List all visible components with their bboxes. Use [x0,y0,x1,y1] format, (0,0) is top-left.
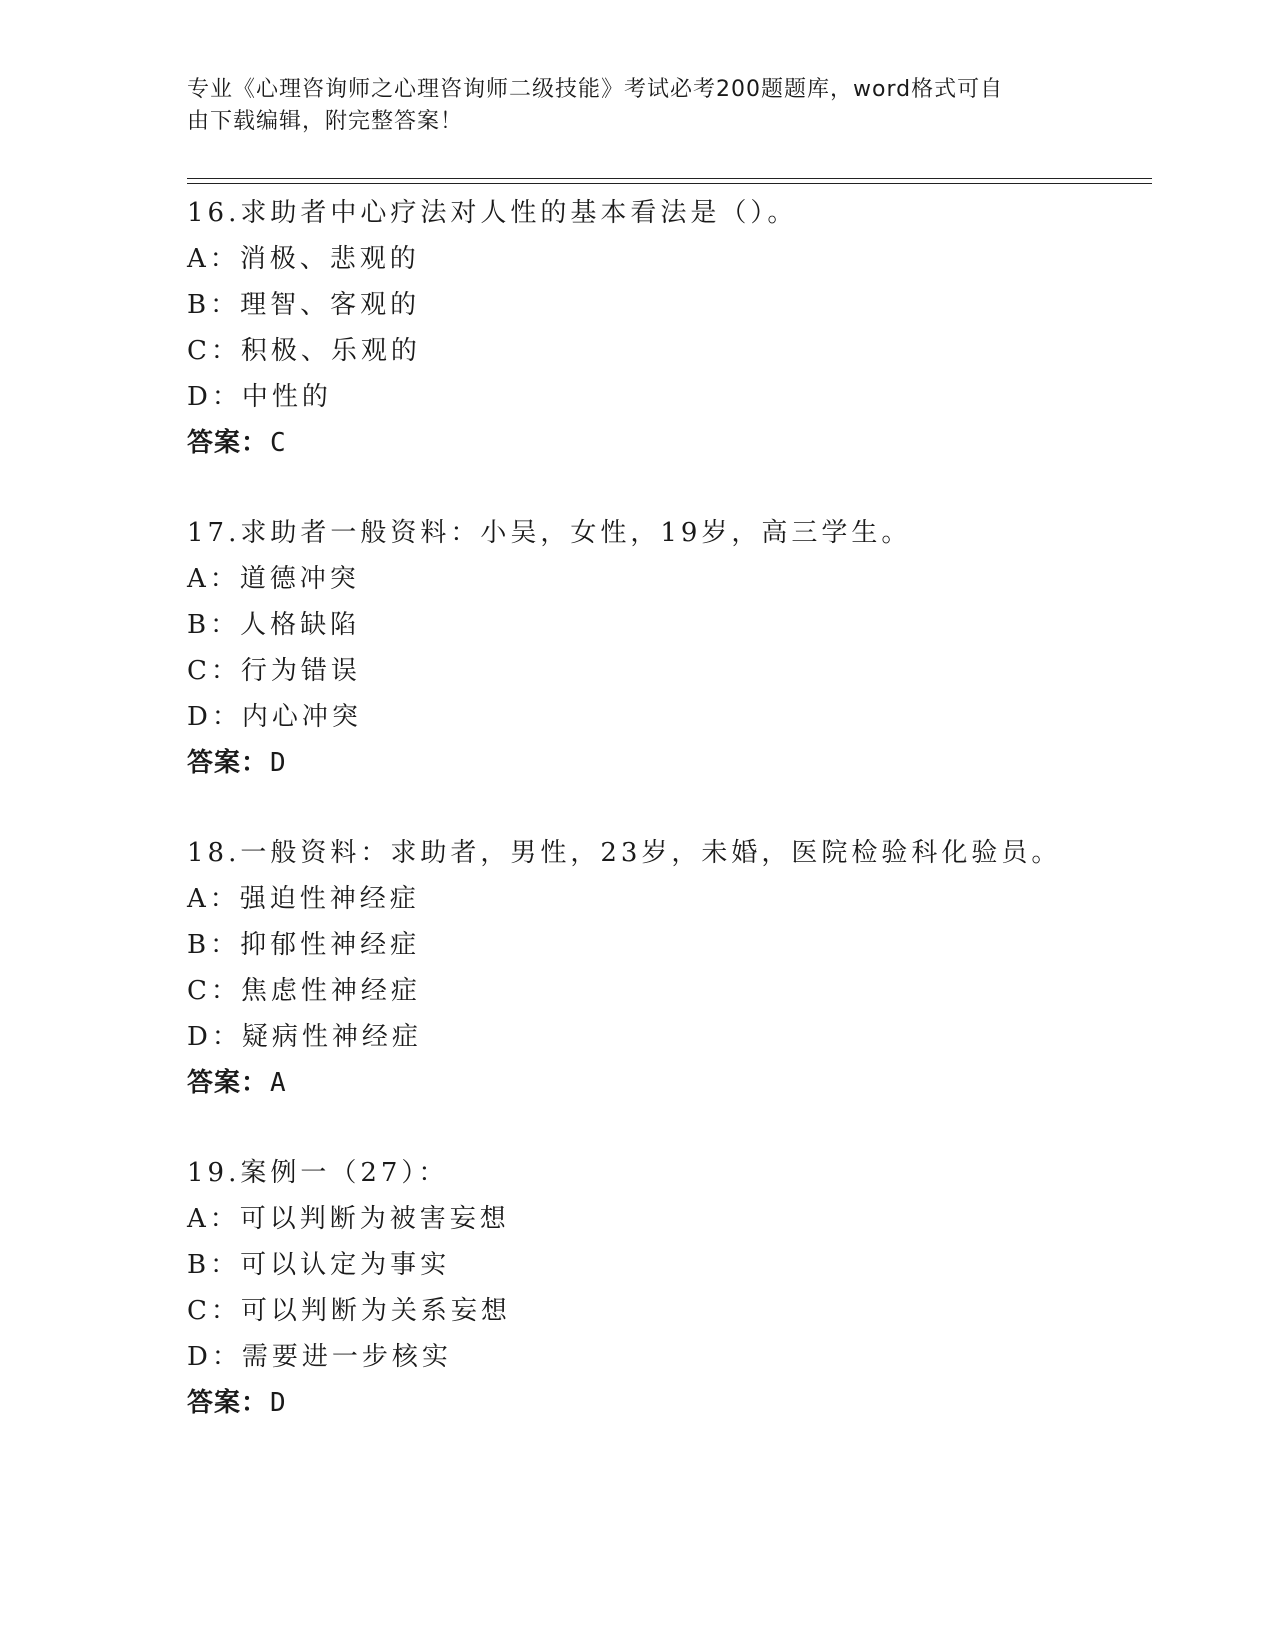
option-b: B：理智、客观的 [187,290,421,320]
option-c: C：积极、乐观的 [187,336,421,366]
answer-line [187,1380,1087,1426]
question-19 [187,1150,1087,1426]
answer-value: D [270,748,287,778]
header-line-2: 由下载编辑，附完整答案！ [187,109,464,134]
header-divider-bottom [187,183,1152,184]
option-d: D：需要进一步核实 [187,1342,452,1372]
option-b: B：人格缺陷 [187,610,361,640]
answer-label: 答案： [187,428,269,458]
question-stem: 17.求助者一般资料：小吴，女性，19岁，高三学生。 [187,518,912,548]
option-d: D：疑病性神经症 [187,1022,422,1052]
answer-line [187,420,1087,466]
answer-value: C [270,428,287,458]
option-a: A：可以判断为被害妄想 [187,1204,510,1234]
question-stem: 19.案例一（27）： [187,1158,449,1188]
option-a: A：道德冲突 [187,564,360,594]
option-c: C：行为错误 [187,656,361,686]
question-16 [187,190,1087,466]
question-stem: 16.求助者中心疗法对人性的基本看法是（）。 [187,198,798,228]
header-line-1: 专业《心理咨询师之心理咨询师二级技能》考试必考200题题库，word格式可自 [187,77,1004,102]
question-18 [187,830,1087,1106]
option-d: D：内心冲突 [187,702,362,732]
answer-line [187,740,1087,786]
answer-line [187,1060,1087,1106]
question-17 [187,510,1087,786]
option-b: B：可以认定为事实 [187,1250,451,1280]
answer-label: 答案： [187,1388,269,1418]
answer-label: 答案： [187,1068,269,1098]
header-divider-top [187,178,1152,179]
option-a: A：消极、悲观的 [187,244,420,274]
answer-value: A [270,1068,287,1098]
document-header [187,74,1067,138]
option-d: D：中性的 [187,382,332,412]
answer-label: 答案： [187,748,269,778]
option-c: C：焦虑性神经症 [187,976,421,1006]
option-c: C：可以判断为关系妄想 [187,1296,511,1326]
option-b: B：抑郁性神经症 [187,930,421,960]
question-stem: 18.一般资料：求助者，男性，23岁，未婚，医院检验科化验员。 [187,838,1062,868]
option-a: A：强迫性神经症 [187,884,420,914]
answer-value: D [270,1388,287,1418]
